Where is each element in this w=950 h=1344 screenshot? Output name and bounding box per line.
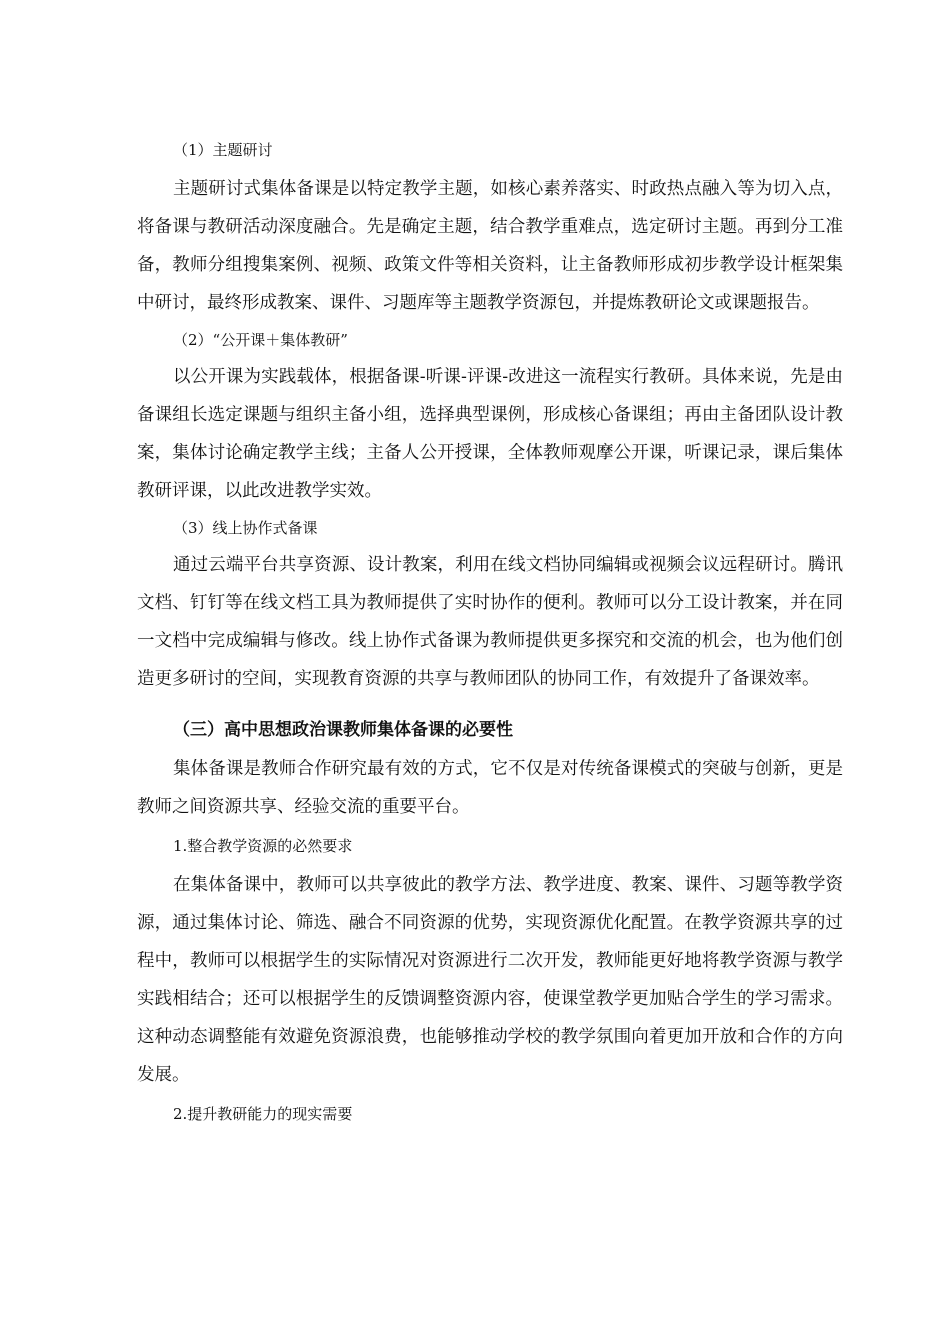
point-1-paragraph: 在集体备课中，教师可以共享彼此的教学方法、教学进度、教案、课件、习题等教学资源，通过集体讨论、筛选、融合不同资源的优势，实现资源优化配置。在教学资源共享的过程中，教师可以根据学生的实际情况对资源进行二次开发，教师能更好地将教学资源与教学实践相结合；还可以根据学生的反馈调整资源内容，使课堂教学更加贴合学生的学习需求。这种动态调整能有效避免资源浪费，也能够推动学校的教学氛围向着更加开放和合作的方向发展。 <box>137 875 843 1085</box>
section-2-paragraph: 以公开课为实践载体，根据备课-听课-评课-改进这一流程实行教研。具体来说，先是由备课组长选定课题与组织主备小组，选择典型课例，形成核心备课组；再由主备团队设计教案，集体讨论确定教学主线；主备人公开授课，全体教师观摩公开课，听课记录，课后集体教研评课，以此改进教学实效。 <box>137 367 843 501</box>
section-1-heading: （1）主题研讨 <box>173 141 273 159</box>
point-1-heading: 1.整合教学资源的必然要求 <box>173 837 353 855</box>
section-2-heading: （2）“公开课＋集体教研” <box>173 331 348 349</box>
section-1-paragraph: 主题研讨式集体备课是以特定教学主题，如核心素养落实、时政热点融入等为切入点，将备课与教研活动深度融合。先是确定主题，结合教学重难点，选定研讨主题。再到分工准备，教师分组搜集案例、视频、政策文件等相关资料，让主备教师形成初步教学设计框架集中研讨，最终形成教案、课件、习题库等主题教学资源包，并提炼教研论文或课题报告。 <box>137 179 843 313</box>
part-3-intro-paragraph: 集体备课是教师合作研究最有效的方式，它不仅是对传统备课模式的突破与创新，更是教师之间资源共享、经验交流的重要平台。 <box>137 759 843 817</box>
part-3-heading: （三）高中思想政治课教师集体备课的必要性 <box>173 720 513 740</box>
point-2-heading: 2.提升教研能力的现实需要 <box>173 1105 353 1123</box>
section-3-paragraph: 通过云端平台共享资源、设计教案，利用在线文档协同编辑或视频会议远程研讨。腾讯文档、钉钉等在线文档工具为教师提供了实时协作的便利。教师可以分工设计教案，并在同一文档中完成编辑与修改。线上协作式备课为教师提供更多探究和交流的机会，也为他们创造更多研讨的空间，实现教育资源的共享与教师团队的协同工作，有效提升了备课效率。 <box>137 555 843 689</box>
text-column <box>137 130 843 1134</box>
section-3-heading: （3）线上协作式备课 <box>173 519 318 537</box>
